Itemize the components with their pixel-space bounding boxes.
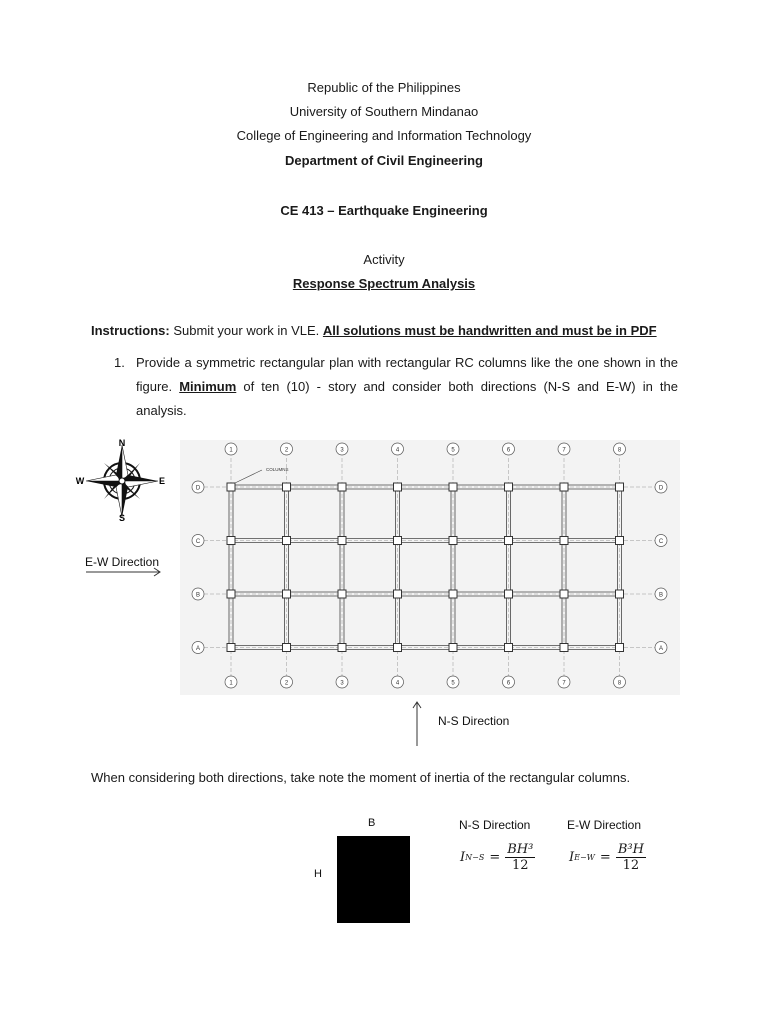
item-text [136,351,678,423]
item-minimum: Minimum [179,379,237,394]
grid-number-label: 2 [284,680,289,687]
plan-column [616,644,624,652]
plan-column [338,537,346,545]
plan-column [560,537,568,545]
plan-column [449,483,457,491]
section-h-label: H [314,868,322,880]
plan-column [505,483,513,491]
grid-number-label: 1 [229,447,233,454]
grid-number-label: 3 [340,447,344,454]
ns-numerator: BH³ [507,842,534,857]
plan-column [449,537,457,545]
plan-column [394,644,402,652]
grid-number-label: 4 [395,447,400,454]
section-b-label: B [368,817,376,829]
ew-formula-title: E-W Direction [567,818,642,832]
plan-column [283,644,291,652]
grid-letter-label: B [195,592,201,599]
grid-number-label: 8 [617,680,622,687]
plan-column [505,590,513,598]
plan-column [616,590,624,598]
columns-note: COLUMNS [266,467,289,472]
instructions-label: Instructions: [91,323,170,338]
ew-direction-label: E-W Direction [85,555,160,569]
ns-denominator: 12 [512,858,529,873]
plan-column [227,644,235,652]
plan-column [449,590,457,598]
grid-number-label: 7 [562,447,566,454]
plan-column [227,590,235,598]
compass-e: E [158,476,166,486]
compass-w: W [75,476,85,486]
grid-number-label: 5 [451,680,455,687]
plan-column [338,483,346,491]
instructions [91,319,691,343]
header-republic: Republic of the Philippines [307,80,461,95]
ns-inertia-formula: I N−S = $\frac{\text{BH³}}{12}$ [460,842,534,873]
grid-number-label: 5 [451,447,455,454]
ew-numerator: B³H [617,842,644,857]
column-section [337,836,410,923]
grid-letter-label: A [195,646,201,652]
activity-label: Activity [363,252,405,267]
ew-denominator: 12 [622,858,640,873]
plan-column [560,644,568,652]
ns-direction-label: N-S Direction [438,714,510,728]
ew-symbol: I [569,850,575,865]
grid-letter-label: C [658,539,664,545]
grid-number-label: 3 [340,680,344,687]
ns-sub: N−S [465,853,485,862]
arrow-up-icon [410,700,424,748]
grid-letter-label: C [195,539,201,545]
plan-column [283,483,291,491]
header-college: College of Engineering and Information Technology [236,128,532,143]
plan-column [505,537,513,545]
grid-letter-label: B [658,592,664,599]
plan-column [560,483,568,491]
item-text-b: of ten (10) - story and consider both directions (N-S and E-W) in the analysis. [136,379,678,418]
plan-column [283,590,291,598]
plan-column [505,644,513,652]
plan-column [560,590,568,598]
structural-plan [180,440,680,695]
plan-column [227,537,235,545]
grid-number-label: 7 [562,680,566,687]
grid-number-label: 8 [617,447,622,454]
ew-sub: E−W [574,853,595,862]
item-number: 1. [114,355,125,370]
compass-rose-icon [72,436,172,526]
activity-title: Response Spectrum Analysis [292,276,476,291]
arrow-right-icon [85,566,163,578]
header-university: University of Southern Mindanao [289,104,479,119]
grid-number-label: 6 [506,680,511,687]
ns-symbol: I [460,850,466,865]
grid-letter-label: A [658,646,664,652]
grid-letter-label: D [195,485,201,492]
ns-formula-title: N-S Direction [459,818,531,832]
plan-column [227,483,235,491]
plan-column [449,644,457,652]
grid-number-label: 6 [506,447,511,454]
grid-number-label: 2 [284,447,289,454]
grid-letter-label: D [658,485,664,492]
plan-column [283,537,291,545]
item-text-a: Provide a symmetric rectangular plan with rectangular RC columns like the one shown in the figure. [136,355,678,394]
grid-number-label: 1 [229,680,233,687]
ew-inertia-formula: I E−W = $\frac{\text{B³H}}{12}$ [569,842,644,873]
plan-column [616,537,624,545]
instructions-text: Submit your work in VLE. [169,323,323,338]
instructions-emphasis: All solutions must be handwritten and must be in PDF [322,323,657,338]
plan-column [338,590,346,598]
header-department: Department of Civil Engineering [285,153,483,168]
course-title: CE 413 – Earthquake Engineering [280,203,488,218]
plan-column [394,590,402,598]
inertia-note: When considering both directions, take note the moment of inertia of the rectangular columns. [91,770,631,785]
compass-s: S [118,513,126,523]
plan-column [616,483,624,491]
plan-column [394,483,402,491]
plan-column [394,537,402,545]
compass-n: N [118,438,126,448]
plan-column [338,644,346,652]
grid-number-label: 4 [395,680,400,687]
